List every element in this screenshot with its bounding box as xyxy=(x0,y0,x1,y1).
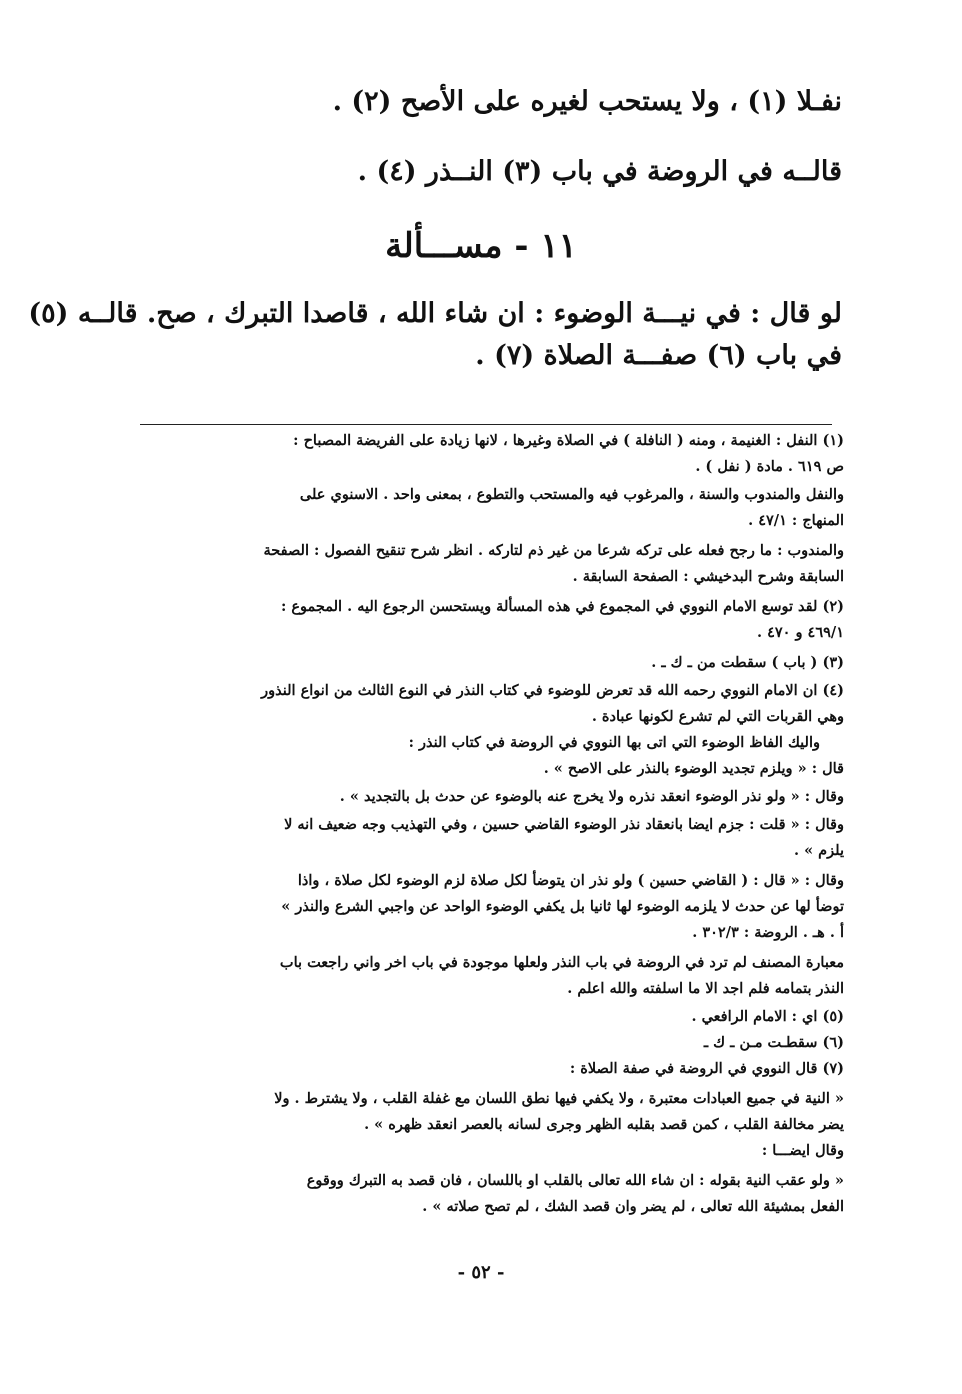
footnote-line: (٥) اي : الامام الرافعي . xyxy=(691,1008,844,1025)
footnote-line: ٤٦٩/١ و ٤٧٠ . xyxy=(756,624,844,641)
footnote-line: واليك الفاظ الوضوء التي اتى بها النووي في الروضة في كتاب النذر : xyxy=(408,734,820,751)
main-text-line-3: لو قال : في نيـــة الوضوء : ان شاء الله ، قاصدا التبرك ، صح. قالــه (٥) xyxy=(28,298,842,329)
footnote-line: وقال : « ولو نذر الوضوء انعقد نذره ولا يخرج عنه بالوضوء عن حدث بل بالتجديد » . xyxy=(339,788,844,805)
footnote-line: وقال : « قلت : جزم ايضا بانعقاد نذر الوضوء القاضي حسين ، وفي التهذيب وجه ضعيف انه لا xyxy=(284,816,844,833)
main-text-line-1: نفـلا (١) ، ولا يستحب لغيره على الأصح (٢) . xyxy=(332,86,842,117)
footnote-line: يلزم » . xyxy=(793,842,844,859)
footnote-line: (٣) ( باب ) سقطت من ـ ك ـ . xyxy=(651,654,844,671)
footnote-line: ص ٦١٩ . مادة ( نفل ) . xyxy=(695,458,844,475)
footnote-line: قال : « ويلزم تجديد الوضوء بالنذر على الاصح » . xyxy=(543,760,844,777)
footnote-divider xyxy=(140,424,832,425)
footnote-line: وقال ايضـــا : xyxy=(761,1142,844,1159)
footnote-line: يضر مخالفة القلب ، كمن قصد بقلبه الظهر وجرى لسانه بالعصر انعقد ظهره » . xyxy=(364,1116,844,1133)
footnote-line: وقال : « قال : ( القاضي حسين ) ولو نذر ان يتوضأ لكل صلاة لزم الوضوء لكل صلاة ، واذا xyxy=(297,872,844,889)
footnote-line: (١) النفل : الغنيمة ، ومنه ( النافلة ) في الصلاة وغيرها ، لانها زيادة على الفريضة المصباح : xyxy=(293,432,844,449)
footnote-line: النذر بتمامه فلم اجد الا ما اسلفته والله اعلم . xyxy=(567,980,844,997)
footnote-line: (٤) ان الامام النووي رحمه الله قد تعرض للوضوء في كتاب النذر في النوع الثالث من انواع النذور xyxy=(261,682,844,699)
footnote-line: « ولو عقب النية بقوله : ان شاء الله تعالى بالقلب او باللسان ، فان قصد به التبرك ووقوع xyxy=(306,1172,844,1189)
footnote-line: والمندوب : ما رجح فعله على تركه شرعا من غير ذم لتاركه . انظر شرح تنقيح الفصول : الصفحة xyxy=(263,542,844,559)
footnote-line: (٢) لقد توسع الامام النووي في المجموع في هذه المسألة ويستحسن الرجوع اليه . المجموع : xyxy=(280,598,844,615)
footnote-line: « النية في جميع العبادات معتبرة ، ولا يكفي فيها نطق اللسان مع غفلة القلب ، ولا يشترط . ولا xyxy=(274,1090,844,1107)
footnote-line: (٧) قال النووي في الروضة في صفة الصلاة : xyxy=(569,1060,844,1077)
footnote-line: السابقة وشرح البدخيشي : الصفحة السابقة . xyxy=(572,568,844,585)
footnote-line: الفعل بمشيئة الله تعالى ، لم يضر وان قصد الشك ، لم تصح صلاته » . xyxy=(422,1198,844,1215)
footnote-line: والنفل والمندوب والسنة ، والمرغوب فيه والمستحب والتطوع ، بمعنى واحد . الاسنوي على xyxy=(299,486,844,503)
main-text-line-4: في باب (٦) صفـــة الصلاة (٧) . xyxy=(475,340,842,371)
main-text-line-2: قالــه في الروضة في باب (٣) النــذر (٤) . xyxy=(357,156,842,187)
section-heading: ١١ - مســـألة xyxy=(385,226,577,266)
footnote-line: المنهاج : ٤٧/١ . xyxy=(748,512,844,529)
page-number: - ٥٢ - xyxy=(457,1262,505,1283)
footnote-line: وهي القربات التي لم تشرع لكونها عبادة . xyxy=(591,708,844,725)
footnote-line: معبارة المصنف لم ترد في الروضة في باب النذر ولعلها موجودة في باب اخر واني راجعت باب xyxy=(279,954,844,971)
footnote-line: (٦) سقطـت مـن ـ ك ـ xyxy=(703,1034,844,1051)
footnote-line: توضأ لها عن حدث لا يلزمه الوضوء لها ثانيا بل يكفي الوضوء الواحد عن واجبي الشرع والنذر » xyxy=(281,898,844,915)
footnote-line: أ . هـ . الروضة : ٣٠٢/٣ . xyxy=(692,924,844,941)
